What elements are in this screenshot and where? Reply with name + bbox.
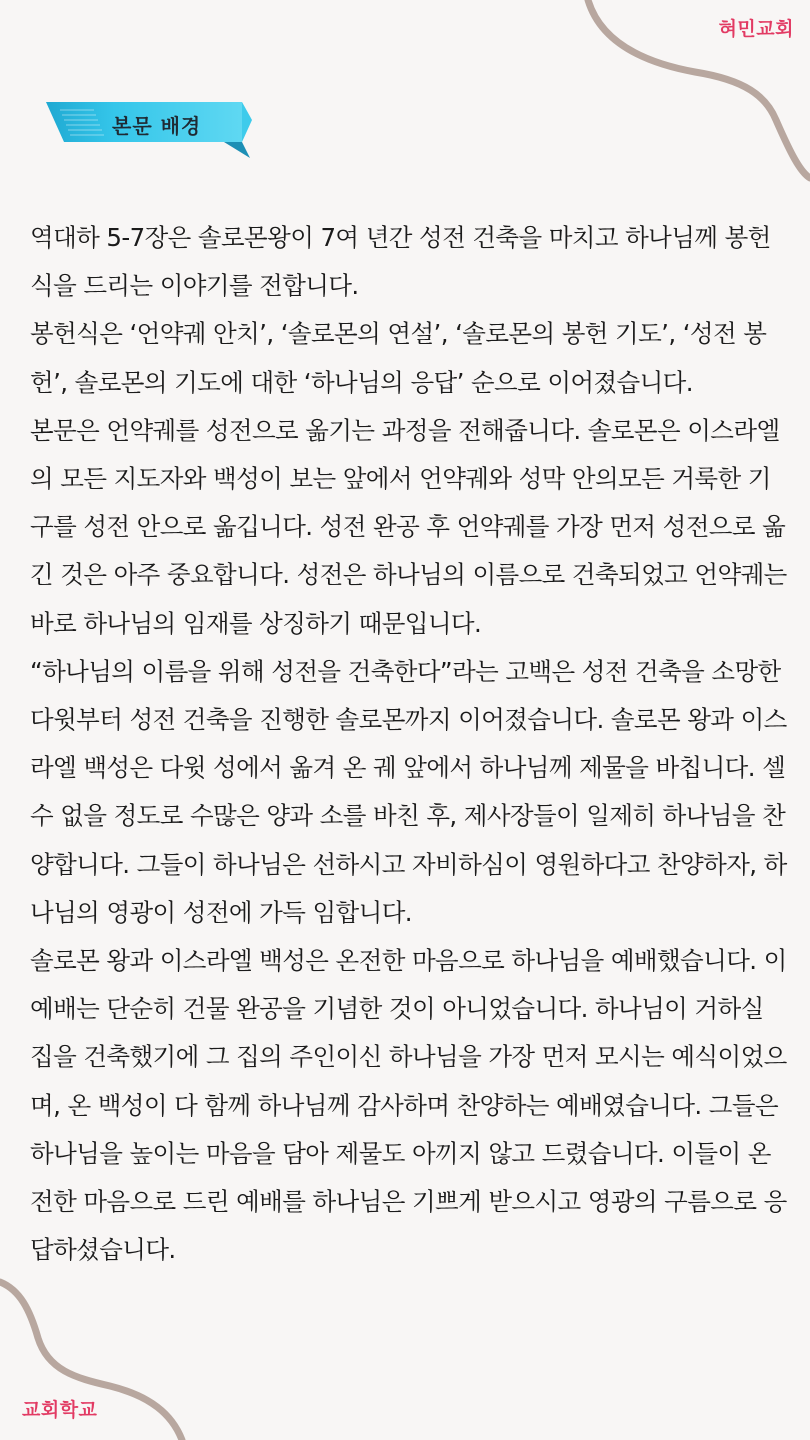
church-logo-top: 혀민교회 bbox=[718, 18, 794, 40]
paragraph: 솔로몬 왕과 이스라엘 백성은 온전한 마음으로 하나님을 예배했습니다. 이 예배는 단순히 건물 완공을 기념한 것이 아니었습니다. 하나님이 거하실 집을 건축했기에 그 집의 주인이신 하나님을 가장 먼저 모시는 예식이었으며, 온 백성이 다 함께 하나님께 감사하며 찬양하는 예배였습니다. 그들은 하나님을 높이는 마음을 담아 제물도 아끼지 않고 드렸습니다. 이들이 온전한 마음으로 드린 예배를 하나님은 기쁘게 받으시고 영광의 구름으로 응답하셨습니다. bbox=[30, 946, 787, 1265]
school-logo-bottom: 교회학교 bbox=[22, 1399, 98, 1421]
passage-background-text bbox=[30, 214, 788, 1274]
paragraph: “하나님의 이름을 위해 성전을 건축한다”라는 고백은 성전 건축을 소망한 다윗부터 성전 건축을 진행한 솔로몬까지 이어졌습니다. 솔로몬 왕과 이스라엘 백성은 다윗 성에서 옮겨 온 궤 앞에서 하나님께 제물을 바칩니다. 셀 수 없을 정도로 수많은 양과 소를 바친 후, 제사장들이 일제히 하나님을 찬양합니다. 그들이 하나님은 선하시고 자비하심이 영원하다고 찬양하자, 하나님의 영광이 성전에 가득 임합니다. bbox=[30, 656, 787, 927]
paragraph: 봉헌식은 ‘언약궤 안치’, ‘솔로몬의 연설’, ‘솔로몬의 봉헌 기도’, ‘성전 봉헌’, 솔로몬의 기도에 대한 ‘하나님의 응답’ 순으로 이어졌습니다. bbox=[30, 319, 767, 397]
paragraph: 역대하 5-7장은 솔로몬왕이 7여 년간 성전 건축을 마치고 하나님께 봉헌식을 드리는 이야기를 전합니다. bbox=[30, 223, 771, 301]
paragraph: 본문은 언약궤를 성전으로 옮기는 과정을 전해줍니다. 솔로몬은 이스라엘의 모든 지도자와 백성이 보는 앞에서 언약궤와 성막 안의모든 거룩한 기구를 성전 안으로 옮깁니다. 성전 완공 후 언약궤를 가장 먼저 성전으로 옮긴 것은 아주 중요합니다. 성전은 하나님의 이름으로 건축되었고 언약궤는 바로 하나님의 임재를 상징하기 때문입니다. bbox=[30, 415, 787, 638]
section-title: 본문 배경 bbox=[112, 114, 202, 138]
section-banner bbox=[46, 100, 252, 162]
